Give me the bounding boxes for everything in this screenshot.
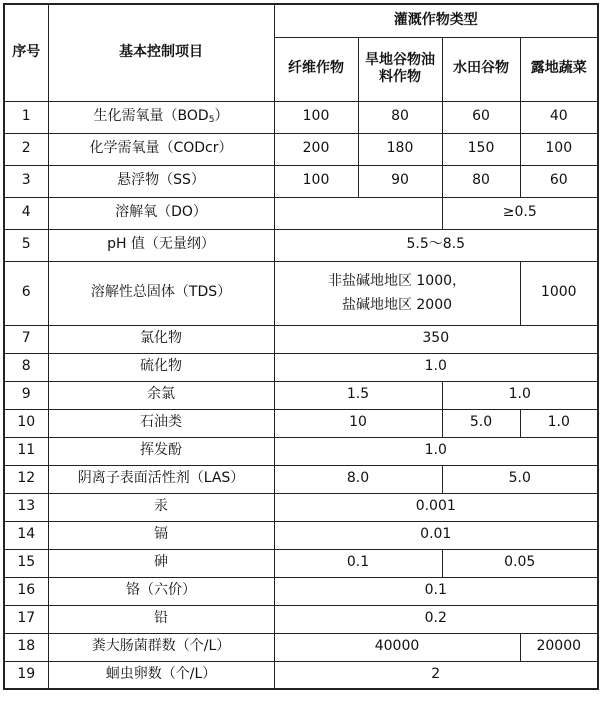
row-number: 19 (4, 661, 48, 689)
row-number: 5 (4, 229, 48, 261)
table-row (4, 325, 598, 353)
table-row (4, 605, 598, 633)
header-crop-paddy: 水田谷物 (442, 37, 520, 101)
header-crop-dryland: 旱地谷物油料作物 (358, 37, 442, 101)
value-cell: ≥0.5 (442, 197, 598, 229)
row-item: 粪大肠菌群数（个/L） (48, 633, 274, 661)
row-item: 铬（六价） (48, 577, 274, 605)
value-cell: 5.5～8.5 (274, 229, 598, 261)
table-row (4, 633, 598, 661)
value-cell: 350 (274, 325, 598, 353)
row-number: 9 (4, 381, 48, 409)
table-row (4, 493, 598, 521)
table-row (4, 437, 598, 465)
value-cell: 10 (274, 409, 442, 437)
table-row (4, 465, 598, 493)
table-row (4, 521, 598, 549)
value-cell: 5.0 (442, 409, 520, 437)
row-number: 3 (4, 165, 48, 197)
row-number: 13 (4, 493, 48, 521)
row-item: 镉 (48, 521, 274, 549)
value-cell: 20000 (520, 633, 598, 661)
row-item: 化学需氧量（CODcr） (48, 133, 274, 165)
row-item: 挥发酚 (48, 437, 274, 465)
row-item: 氯化物 (48, 325, 274, 353)
value-cell: 0.2 (274, 605, 598, 633)
row-number: 18 (4, 633, 48, 661)
table-row (4, 381, 598, 409)
value-cell: 8.0 (274, 465, 442, 493)
row-number: 17 (4, 605, 48, 633)
row-item: 悬浮物（SS） (48, 165, 274, 197)
table-row (4, 577, 598, 605)
value-cell: 0.1 (274, 549, 442, 577)
header-row-1 (4, 4, 598, 37)
row-item: 阴离子表面活性剂（LAS） (48, 465, 274, 493)
row-item: 石油类 (48, 409, 274, 437)
row-number: 12 (4, 465, 48, 493)
value-cell: 100 (274, 165, 358, 197)
row-item: 蛔虫卵数（个/L） (48, 661, 274, 689)
header-crop-fiber: 纤维作物 (274, 37, 358, 101)
value-cell: 40 (520, 101, 598, 133)
value-cell: 0.05 (442, 549, 598, 577)
value-cell: 1.0 (442, 381, 598, 409)
row-number: 8 (4, 353, 48, 381)
value-cell: 80 (442, 165, 520, 197)
row-item: 铅 (48, 605, 274, 633)
row-item: 溶解性总固体（TDS） (48, 261, 274, 325)
value-cell: 1.0 (274, 353, 598, 381)
row-number: 10 (4, 409, 48, 437)
row-item (48, 101, 274, 133)
item-tail: ） (214, 107, 229, 124)
value-cell: 40000 (274, 633, 520, 661)
row-number: 14 (4, 521, 48, 549)
value-cell: 1.5 (274, 381, 442, 409)
table-row (4, 133, 598, 165)
value-cell: 1.0 (274, 437, 598, 465)
value-cell: 1000 (520, 261, 598, 325)
value-cell: 0.1 (274, 577, 598, 605)
value-line: 非盐碱地地区 1000， (327, 273, 467, 289)
row-number: 1 (4, 101, 48, 133)
table-row (4, 353, 598, 381)
value-cell: 200 (274, 133, 358, 165)
value-cell: 2 (274, 661, 598, 689)
item-text: 生化需氧量（BOD (93, 107, 209, 124)
value-cell: 1.0 (520, 409, 598, 437)
row-item: pH 值（无量纲） (48, 229, 274, 261)
header-seq: 序号 (4, 4, 48, 101)
row-number: 11 (4, 437, 48, 465)
standards-table-container (3, 3, 599, 690)
header-crop-vegetable: 露地蔬菜 (520, 37, 598, 101)
value-cell: 80 (358, 101, 442, 133)
value-cell: 100 (274, 101, 358, 133)
row-item: 余氯 (48, 381, 274, 409)
item-subscript: 5 (208, 114, 215, 125)
value-cell: 5.0 (442, 465, 598, 493)
row-number: 4 (4, 197, 48, 229)
value-cell: 150 (442, 133, 520, 165)
table-row (4, 409, 598, 437)
table-row (4, 261, 598, 325)
value-cell (274, 261, 520, 325)
value-cell: 0.001 (274, 493, 598, 521)
row-item: 汞 (48, 493, 274, 521)
table-row (4, 101, 598, 133)
value-cell: 60 (520, 165, 598, 197)
value-line: 盐碱地地区 2000 (341, 297, 453, 313)
table-row (4, 197, 598, 229)
value-cell: 100 (520, 133, 598, 165)
header-item: 基本控制项目 (48, 4, 274, 101)
row-number: 2 (4, 133, 48, 165)
value-cell: 0.01 (274, 521, 598, 549)
empty-cell (274, 197, 442, 229)
row-number: 7 (4, 325, 48, 353)
irrigation-water-quality-table (3, 3, 599, 690)
table-row (4, 549, 598, 577)
row-number: 15 (4, 549, 48, 577)
header-crop-group: 灌溉作物类型 (274, 4, 598, 37)
row-item: 砷 (48, 549, 274, 577)
table-row (4, 229, 598, 261)
value-cell: 180 (358, 133, 442, 165)
row-item: 溶解氧（DO） (48, 197, 274, 229)
value-cell: 60 (442, 101, 520, 133)
table-row (4, 165, 598, 197)
row-number: 16 (4, 577, 48, 605)
row-item: 硫化物 (48, 353, 274, 381)
value-cell: 90 (358, 165, 442, 197)
table-row (4, 661, 598, 689)
row-number: 6 (4, 261, 48, 325)
